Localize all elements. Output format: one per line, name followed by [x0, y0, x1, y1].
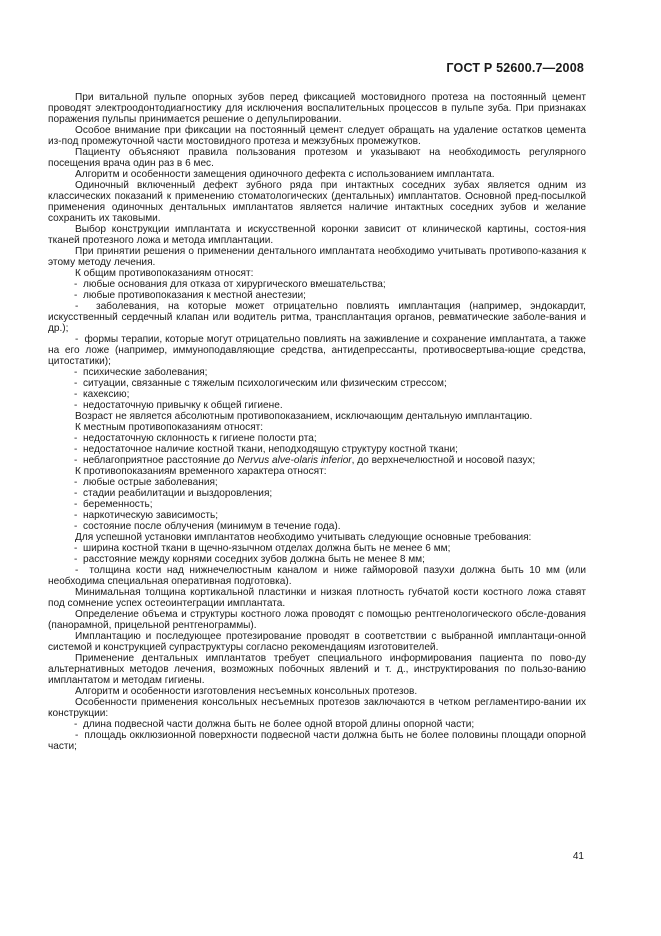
paragraph: Определение объема и структуры костного ложа проводят с помощью рентгенологического обсле-дования (панорамной, прицельной рентгенограммы).: [48, 609, 586, 631]
page-number: 41: [572, 851, 584, 862]
nerve-term: Nervus alve-olaris inferior: [237, 455, 352, 466]
paragraph: Имплантацию и последующее протезирование проводят в соответствии с выбранной имплантаци-онной системой и конструкцией супраструктуры согласно рекомендациям изготовителей.: [48, 631, 586, 653]
list-item: - толщина кости над нижнечелюстным каналом и ниже гайморовой пазухи должна быть 10 мм (или необходима специальная оперативная подготовка).: [48, 565, 586, 587]
paragraph: Выбор конструкции имплантата и искусственной коронки зависит от клинической картины, состоя-ния тканей протезного ложа и метода имплантации.: [48, 224, 586, 246]
list-item: - площадь окклюзионной поверхности подвесной части должна быть не более половины площади опорной части;: [48, 730, 586, 752]
list-item: - недостаточную привычку к общей гигиене.: [48, 400, 586, 411]
paragraph: Алгоритм и особенности изготовления несъемных консольных протезов.: [75, 686, 418, 697]
list-item: - стадии реабилитации и выздоровления;: [48, 488, 586, 499]
paragraph: Одиночный включенный дефект зубного ряда при интактных соседних зубах является одним из классических показаний к применению стоматологических (дентальных) имплантатов. Основной пред-посылкой применения одиночных дентальных имплантатов является наличие интактных соседних зубов и желание сохранить их таковыми.: [48, 180, 586, 224]
standard-header: ГОСТ Р 52600.7—2008: [446, 61, 584, 75]
list-item: - любые основания для отказа от хирургического вмешательства;: [48, 279, 586, 290]
list-item-text: , до верхнечелюстной и носовой пазух;: [351, 455, 536, 466]
list-item: - состояние после облучения (минимум в течение года).: [48, 521, 586, 532]
list-item: - ситуации, связанные с тяжелым психологическим или физическим стрессом;: [48, 378, 586, 389]
list-item: - беременность;: [48, 499, 586, 510]
list-item: - любые острые заболевания;: [48, 477, 586, 488]
paragraph: При принятии решения о применении дентального имплантата необходимо учитывать противопо-казания к этому методу лечения.: [48, 246, 586, 268]
paragraph: К местным противопоказаниям относят:: [75, 422, 264, 433]
document-body: [48, 92, 586, 752]
list-item: [48, 455, 586, 466]
paragraph: Применение дентальных имплантатов требует специального информирования пациента по пово-ду альтернативных методов лечения, возможных побочных явлений и т. д., инструктирования по пользо-ванию имплантатом и методам гигиены.: [48, 653, 586, 686]
paragraph: Особое внимание при фиксации на постоянный цемент следует обращать на удаление остатков цемента из-под промежуточной части мостовидного протеза и межзубных промежутков.: [48, 125, 586, 147]
list-item: - заболевания, на которые может отрицательно повлиять имплантация (например, эндокардит, искусственный сердечный клапан или водитель ритма, трансплантация органов, ревматические заболе-вания и др.);: [48, 301, 586, 334]
paragraph: При витальной пульпе опорных зубов перед фиксацией мостовидного протеза на постоянный цемент проводят электроодонтодиагностику для исключения воспалительных процессов в пульпе зуба. При признаках поражения пульпы принимается решение о депульпировании.: [48, 92, 586, 125]
list-item: - формы терапии, которые могут отрицательно повлиять на заживление и сохранение имплантата, а также на его ложе (например, иммуноподавляющие средства, антидепрессанты, противосвертыва-ющие средства, цитостатики);: [48, 334, 586, 367]
paragraph: Возраст не является абсолютным противопоказанием, исключающим дентальную имплантацию.: [75, 411, 533, 422]
paragraph: Для успешной установки имплантатов необходимо учитывать следующие основные требования:: [75, 532, 532, 543]
paragraph: Пациенту объясняют правила пользования протезом и указывают на необходимость регулярного посещения врача один раз в 6 мес.: [48, 147, 586, 169]
list-item: - любые противопоказания к местной анестезии;: [48, 290, 586, 301]
list-item: - недостаточное наличие костной ткани, неподходящую структуру костной ткани;: [48, 444, 586, 455]
list-item: - кахексию;: [48, 389, 586, 400]
paragraph: К общим противопоказаниям относят:: [75, 268, 254, 279]
list-item: - длина подвесной части должна быть не более одной второй длины опорной части;: [48, 719, 586, 730]
list-item: - наркотическую зависимость;: [48, 510, 586, 521]
list-item: - ширина костной ткани в щечно-язычном отделах должна быть не менее 6 мм;: [48, 543, 586, 554]
paragraph: Алгоритм и особенности замещения одиночного дефекта с использованием имплантата.: [75, 169, 495, 180]
paragraph: Минимальная толщина кортикальной пластинки и низкая плотность губчатой кости костного ложа ставят под сомнение успех остеоинтеграции имплантата.: [48, 587, 586, 609]
paragraph: Особенности применения консольных несъемных протезов заключаются в четком регламентиро-вании их конструкции:: [48, 697, 586, 719]
list-item: - расстояние между корнями соседних зубов должна быть не менее 8 мм;: [48, 554, 586, 565]
list-item: - психические заболевания;: [48, 367, 586, 378]
list-item-text: неблагоприятное расстояние до: [82, 455, 238, 466]
paragraph: К противопоказаниям временного характера относят:: [75, 466, 327, 477]
list-item: - недостаточную склонность к гигиене полости рта;: [48, 433, 586, 444]
